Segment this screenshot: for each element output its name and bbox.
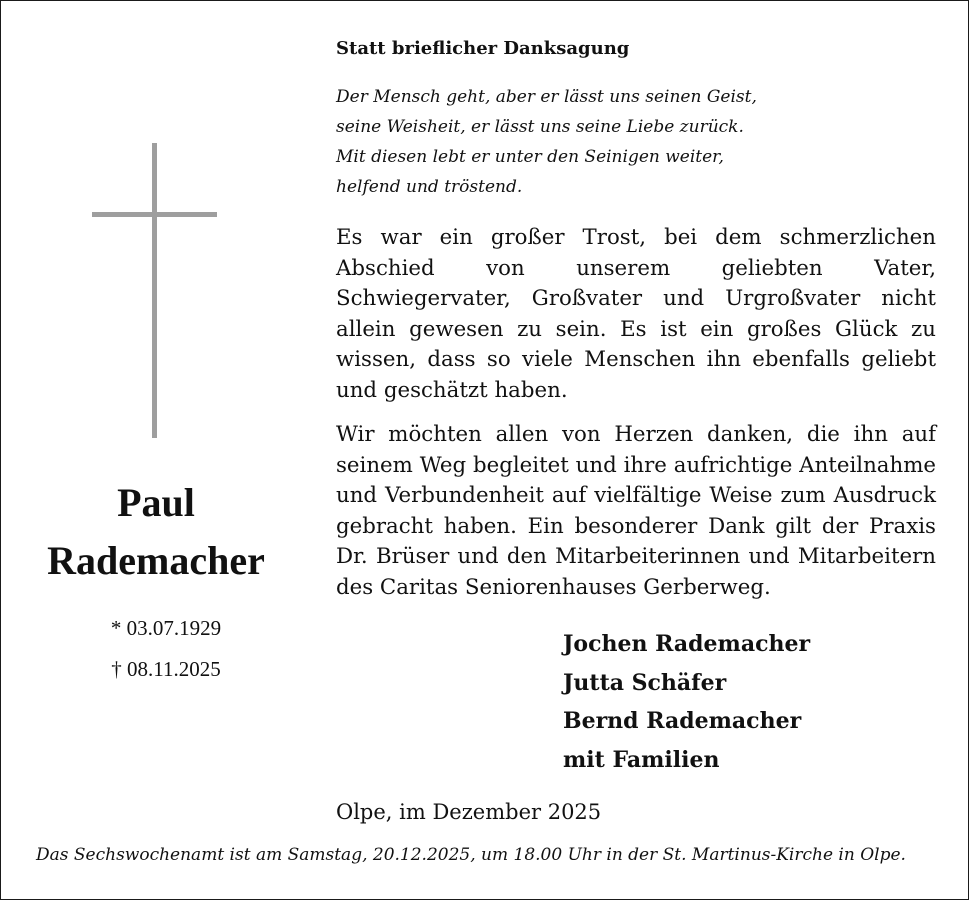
birth-date: * 03.07.1929 <box>110 616 222 640</box>
poem-line: helfend und tröstend. <box>336 177 523 197</box>
poem-line: Mit diesen lebt er unter den Seinigen weiter, <box>336 147 724 167</box>
signer-name: Jochen Rademacher <box>563 631 811 657</box>
poem-line: Der Mensch geht, aber er lässt uns seinen Geist, <box>336 87 757 107</box>
place-date: Olpe, im Dezember 2025 <box>336 800 602 824</box>
thanks-paragraph-1: Es war ein großer Trost, bei dem schmerzlichen Abschied von unserem geliebten Vater, Schwiegervater, Großvater und Urgroßvater nicht allein gewesen zu sein. Es ist ein großes Glück zu wissen, dass so viele Menschen ihn ebenfalls geliebt und geschätzt haben. <box>336 225 936 403</box>
signer-name: mit Familien <box>563 746 720 773</box>
signers <box>563 625 810 779</box>
cross-vertical-bar <box>152 143 157 438</box>
service-note: Das Sechswochenamt ist am Samstag, 20.12.2025, um 18.00 Uhr in der St. Martinus-Kirche in Olpe. <box>36 845 906 865</box>
signer-name: Jutta Schäfer <box>563 669 727 696</box>
thanks-paragraph-2: Wir möchten allen von Herzen danken, die ihn auf seinem Weg begleitet und ihre aufrichtige Anteilnahme und Verbundenheit auf vielfältige Weise zum Ausdruck gebracht haben. Ein besonderer Dank gilt der Praxis Dr. Brüser und den Mitarbeiterinnen und Mitarbeitern des Caritas Seniorenhauses Gerberweg. <box>336 422 936 600</box>
deceased-last-name: Rademacher <box>47 538 265 583</box>
signer-name: Bernd Rademacher <box>563 708 802 734</box>
poem-line: seine Weisheit, er lässt uns seine Liebe zurück. <box>336 117 744 137</box>
notice-heading: Statt brieflicher Danksagung <box>336 38 630 59</box>
poem <box>336 82 796 202</box>
death-date: † 08.11.2025 <box>111 657 221 681</box>
cross-horizontal-bar <box>92 212 217 217</box>
deceased-first-name: Paul <box>117 480 195 525</box>
